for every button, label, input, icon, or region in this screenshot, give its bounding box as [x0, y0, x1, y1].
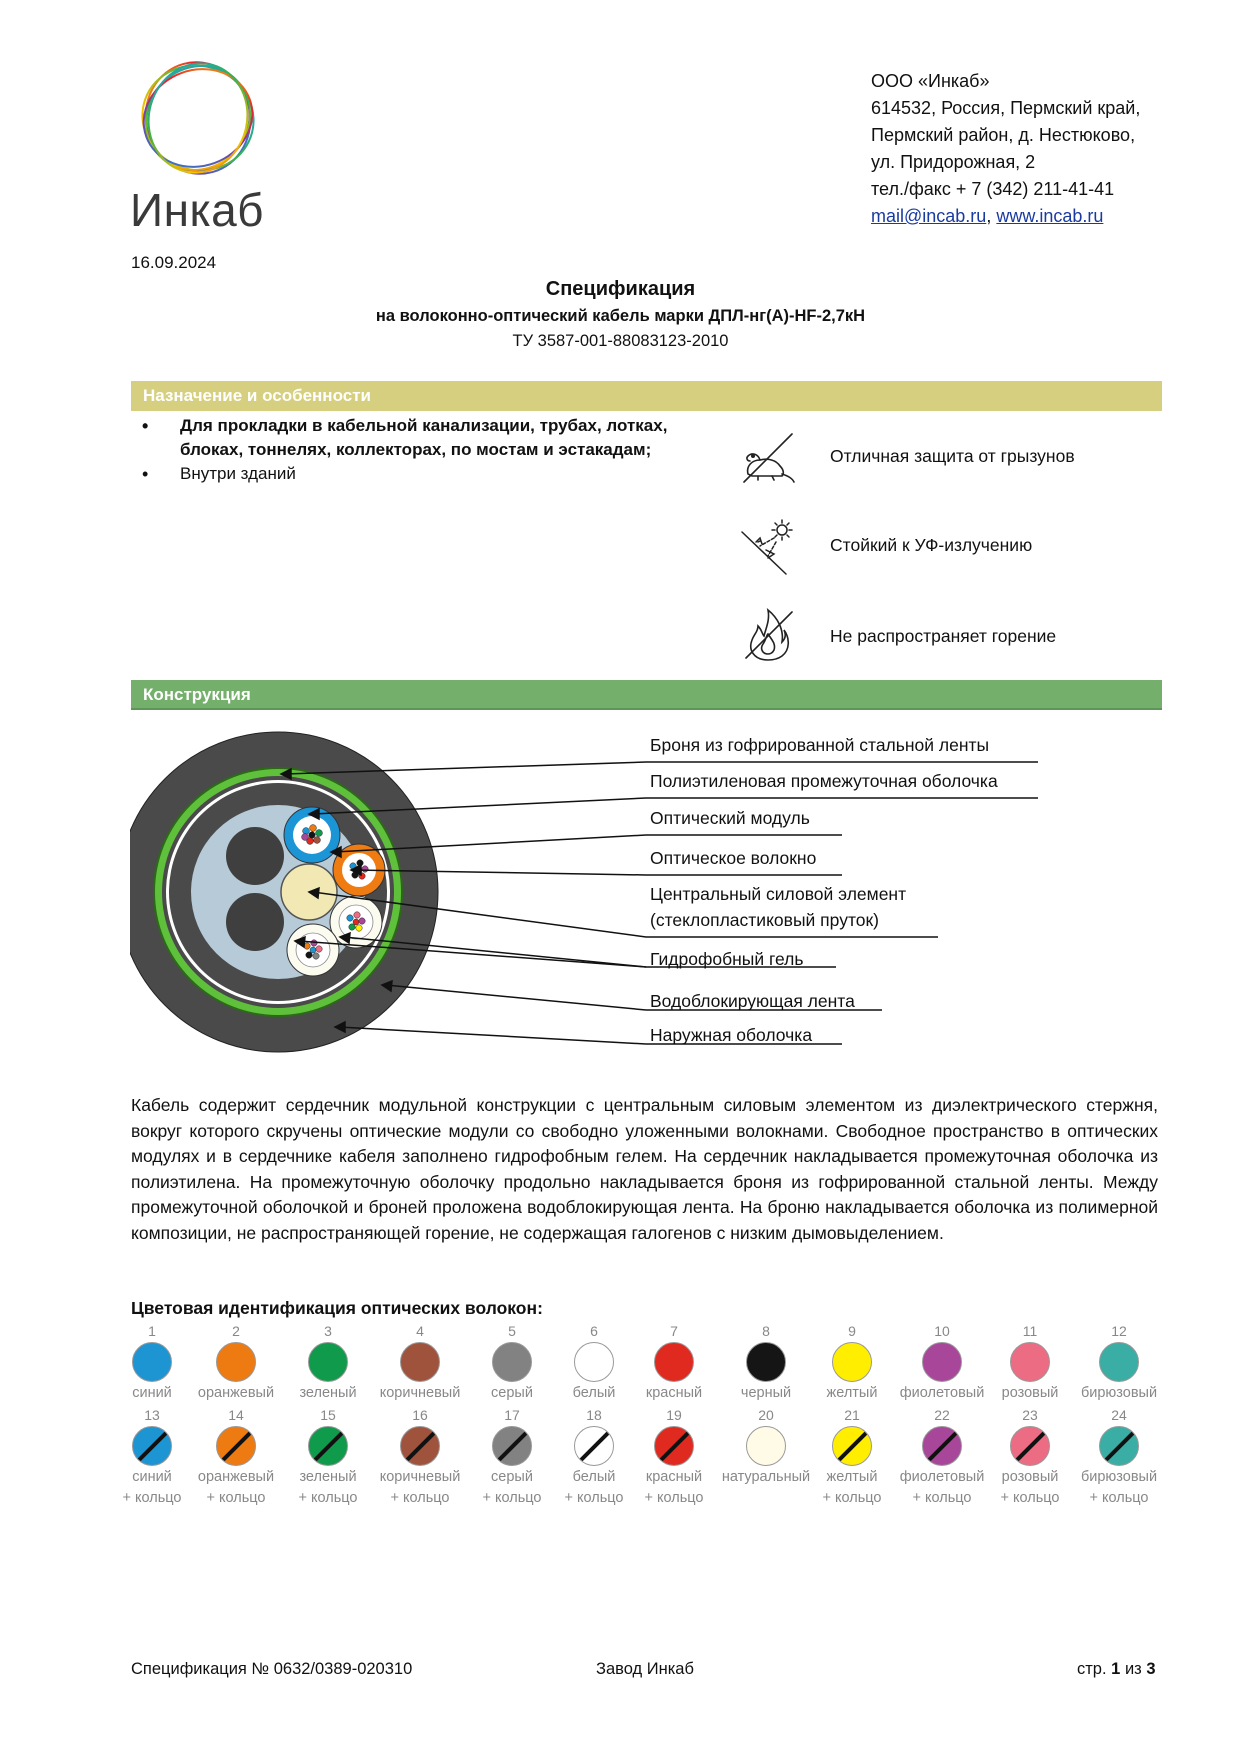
separator: , — [986, 206, 992, 226]
fiber-color-name: розовый — [1001, 1385, 1059, 1401]
fiber-color-dot — [654, 1342, 694, 1382]
cable-layers — [130, 732, 438, 1052]
fiber-color-name: коричневый — [379, 1469, 461, 1485]
feature-text: Не распространяет горение — [830, 626, 1057, 646]
fiber-color-swatch — [549, 1322, 639, 1403]
fiber-color-swatch — [1074, 1406, 1164, 1508]
fiber-color-dot — [574, 1342, 614, 1382]
ring-mark — [217, 1426, 256, 1466]
fiber-color-name: зеленый — [299, 1469, 357, 1485]
fiber-color-dot — [1010, 1342, 1050, 1382]
fiber-color-ring-suffix: + кольцо — [122, 1490, 182, 1506]
fiber-color-swatch — [629, 1406, 719, 1508]
fiber-color-swatch — [721, 1322, 811, 1403]
fiber-color-number: 10 — [934, 1323, 950, 1339]
uv-resistant-icon — [738, 516, 798, 576]
fiber-color-number: 2 — [232, 1323, 240, 1339]
ring-mark — [309, 1426, 348, 1466]
fiber-color-swatch — [985, 1322, 1075, 1403]
fiber-color-name: красный — [645, 1385, 703, 1401]
fiber-color-number: 18 — [586, 1407, 602, 1423]
fiber-color-number: 11 — [1022, 1323, 1038, 1339]
fiber-color-swatch — [283, 1406, 373, 1508]
fiber-color-dot — [832, 1342, 872, 1382]
fiber-color-name: оранжевый — [197, 1469, 275, 1485]
ring-mark — [1100, 1426, 1139, 1466]
fiber-color-number: 15 — [320, 1407, 336, 1423]
page-total: 3 — [1146, 1660, 1156, 1678]
ring-mark — [493, 1426, 532, 1466]
fiber-color-ring-suffix: + кольцо — [298, 1490, 358, 1506]
fiber-color-number: 17 — [504, 1407, 520, 1423]
document-subtitle: на волоконно-оптический кабель марки ДПЛ-нг(А)-HF-2,7кН — [375, 307, 866, 325]
fiber-color-ring-suffix: + кольцо — [1089, 1490, 1149, 1506]
fiber-color-name: фиолетовый — [899, 1385, 985, 1401]
label-outer-sheath: Наружная оболочка — [650, 1025, 813, 1045]
fiber-color-swatch — [467, 1322, 557, 1403]
fiber-color-number: 8 — [762, 1323, 770, 1339]
feature-text: Отличная защита от грызунов — [830, 446, 1075, 466]
website-link[interactable]: www.incab.ru — [996, 206, 1104, 226]
fiber-color-swatch — [897, 1406, 987, 1508]
fiber-color-number: 16 — [412, 1407, 428, 1423]
fiber-color-swatch — [107, 1406, 197, 1508]
fiber-color-dot — [216, 1426, 256, 1466]
fiber-color-dot — [132, 1426, 172, 1466]
fiber-color-swatch — [807, 1406, 897, 1508]
page-of: из — [1124, 1660, 1142, 1678]
fiber-color-swatch — [191, 1406, 281, 1508]
fiber-color-ring-suffix: + кольцо — [564, 1490, 624, 1506]
fiber-color-number: 21 — [844, 1407, 860, 1423]
fiber-color-name: белый — [572, 1469, 616, 1485]
fiber-color-dot — [1099, 1342, 1139, 1382]
ring-mark — [575, 1426, 614, 1466]
address-line: Пермский район, д. Нестюково, — [871, 125, 1136, 145]
fiber-color-name: белый — [572, 1385, 616, 1401]
feature-text: Стойкий к УФ-излучению — [830, 535, 1033, 555]
fiber-color-ring-suffix: + кольцо — [206, 1490, 266, 1506]
fiber-color-name: серый — [491, 1385, 533, 1401]
fiber-color-dot — [492, 1342, 532, 1382]
ring-mark — [923, 1426, 962, 1466]
fiber-color-name: фиолетовый — [899, 1469, 985, 1485]
label-central-strength-member-detail: (стеклопластиковый пруток) — [650, 910, 879, 930]
fiber-color-name: черный — [740, 1385, 792, 1401]
fiber-color-ring-suffix: + кольцо — [482, 1490, 542, 1506]
fiber-color-swatch — [467, 1406, 557, 1508]
fiber-color-dot — [400, 1342, 440, 1382]
logo-text: Инкаб — [130, 184, 265, 236]
purpose-item: • Внутри зданий — [140, 462, 720, 486]
fiber-color-name: серый — [491, 1469, 533, 1485]
fiber-color-dot — [746, 1426, 786, 1466]
fiber-color-name: синий — [132, 1469, 172, 1485]
fiber-color-number: 7 — [670, 1323, 678, 1339]
label-optical-module: Оптический модуль — [650, 808, 810, 828]
no-rodent-icon — [738, 430, 798, 490]
document-date: 16.09.2024 — [131, 253, 217, 272]
fiber-color-ring-suffix: + кольцо — [390, 1490, 450, 1506]
fiber-color-name: синий — [132, 1385, 172, 1401]
fiber-color-swatch — [375, 1406, 465, 1508]
fiber-color-name: бирюзовый — [1080, 1385, 1158, 1401]
ring-mark — [655, 1426, 694, 1466]
page-prefix: стр. — [1077, 1660, 1107, 1678]
fiber-color-number: 13 — [144, 1407, 160, 1423]
company-name: ООО «Инкаб» — [871, 71, 990, 91]
fiber-color-name: натуральный — [721, 1469, 811, 1485]
fiber-color-swatch — [375, 1322, 465, 1403]
fiber-color-ring-suffix: + кольцо — [912, 1490, 972, 1506]
fiber-color-swatch — [191, 1322, 281, 1403]
fiber-color-number: 14 — [228, 1407, 244, 1423]
ring-mark — [833, 1426, 872, 1466]
purpose-list — [140, 414, 720, 486]
fiber-color-dot — [1010, 1426, 1050, 1466]
fiber-color-name: оранжевый — [197, 1385, 275, 1401]
label-central-strength-member: Центральный силовой элемент — [650, 884, 907, 904]
fiber-color-number: 3 — [324, 1323, 332, 1339]
fiber-color-swatch — [629, 1322, 719, 1403]
fiber-color-ring-suffix: + кольцо — [644, 1490, 704, 1506]
logo-rings-icon — [122, 54, 272, 184]
footer-spec-number: Спецификация № 0632/0389-020310 — [131, 1660, 413, 1678]
fiber-color-dot — [654, 1426, 694, 1466]
fiber-color-swatch — [1074, 1322, 1164, 1403]
fiber-color-number: 19 — [666, 1407, 682, 1423]
fiber-colors-title: Цветовая идентификация оптических волокон: — [131, 1298, 543, 1318]
contact-links — [871, 203, 1140, 230]
construction-description: Кабель содержит сердечник модульной конструкции с центральным силовым элементом из диэлектрического стержня, вокруг которого скручены оптические модули со свободно уложенными волокнами. Свободное пространство в оптических модулях и в сердечнике кабеля заполнено гидрофобным гелем. На сердечник накладывается промежуточная оболочка из полиэтилена. На промежуточную оболочку продольно накладывается броня из гофрированной стальной ленты. Между промежуточной оболочкой и броней проложена водоблокирующая лента. На броню накладывается оболочка из полимерной композиции, не распространяющей горение, не содержащая галогенов с низким дымовыделением. — [131, 1095, 1158, 1243]
fiber-color-swatch — [985, 1406, 1075, 1508]
fiber-color-number: 23 — [1022, 1407, 1038, 1423]
footer-plant: Завод Инкаб — [596, 1660, 694, 1678]
fiber-color-name: розовый — [1001, 1469, 1059, 1485]
fiber-color-number: 12 — [1111, 1323, 1127, 1339]
fiber-color-dot — [832, 1426, 872, 1466]
fiber-color-name: зеленый — [299, 1385, 357, 1401]
label-water-blocking-tape: Водоблокирующая лента — [650, 991, 855, 1011]
footer-page-counter — [1077, 1660, 1156, 1679]
fiber-color-number: 1 — [148, 1323, 156, 1339]
fiber-color-ring-suffix: + кольцо — [822, 1490, 882, 1506]
fiber-color-swatch — [897, 1322, 987, 1403]
fiber-color-name: желтый — [826, 1469, 878, 1485]
label-optical-fiber: Оптическое волокно — [650, 848, 817, 868]
section-header-construction: Конструкция — [131, 680, 1162, 710]
page-number: 1 — [1111, 1660, 1121, 1678]
fiber-color-dot — [492, 1426, 532, 1466]
fiber-color-number: 9 — [848, 1323, 856, 1339]
fiber-color-name: красный — [645, 1469, 703, 1485]
technical-conditions: ТУ 3587-001-88083123-2010 — [512, 332, 729, 350]
fiber-color-dot — [308, 1426, 348, 1466]
fiber-color-dot — [922, 1426, 962, 1466]
fiber-color-number: 20 — [758, 1407, 774, 1423]
ring-mark — [133, 1426, 172, 1466]
ring-mark — [401, 1426, 440, 1466]
email-link[interactable]: mail@incab.ru — [871, 206, 987, 226]
section-header-purpose: Назначение и особенности — [131, 381, 1162, 411]
label-hydrophobic-gel: Гидрофобный гель — [650, 949, 804, 969]
fiber-color-name: желтый — [826, 1385, 878, 1401]
fiber-color-dot — [1099, 1426, 1139, 1466]
fiber-color-swatch — [283, 1322, 373, 1403]
fiber-color-number: 4 — [416, 1323, 424, 1339]
fiber-color-name: бирюзовый — [1080, 1469, 1158, 1485]
fiber-color-dot — [574, 1426, 614, 1466]
label-armor: Броня из гофрированной стальной ленты — [650, 735, 990, 755]
fiber-color-dot — [132, 1342, 172, 1382]
fiber-color-dot — [400, 1426, 440, 1466]
fiber-color-dot — [308, 1342, 348, 1382]
fiber-color-name: коричневый — [379, 1385, 461, 1401]
fiber-color-number: 24 — [1111, 1407, 1127, 1423]
fiber-color-number: 22 — [934, 1407, 950, 1423]
fiber-color-dot — [216, 1342, 256, 1382]
address-line: 614532, Россия, Пермский край, — [871, 98, 1141, 118]
fiber-color-dot — [746, 1342, 786, 1382]
fiber-color-ring-suffix: + кольцо — [1000, 1490, 1060, 1506]
fiber-color-dot — [922, 1342, 962, 1382]
no-fire-icon — [738, 604, 798, 664]
fiber-color-swatch — [807, 1322, 897, 1403]
phone-fax: тел./факс + 7 (342) 211-41-41 — [871, 179, 1115, 199]
ring-mark — [1011, 1426, 1050, 1466]
company-address — [871, 68, 1140, 230]
fiber-color-swatch — [549, 1406, 639, 1508]
fiber-color-swatch — [721, 1406, 811, 1487]
fiber-color-swatch — [107, 1322, 197, 1403]
label-pe-inner-sheath: Полиэтиленовая промежуточная оболочка — [650, 771, 998, 791]
document-title: Спецификация — [545, 278, 696, 300]
purpose-item: • Для прокладки в кабельной канализации, трубах, лотках, блоках, тоннелях, коллекторах, по мостам и эстакадам; — [140, 414, 720, 462]
fiber-color-number: 6 — [590, 1323, 598, 1339]
address-line: ул. Придорожная, 2 — [871, 152, 1036, 172]
fiber-color-number: 5 — [508, 1323, 516, 1339]
